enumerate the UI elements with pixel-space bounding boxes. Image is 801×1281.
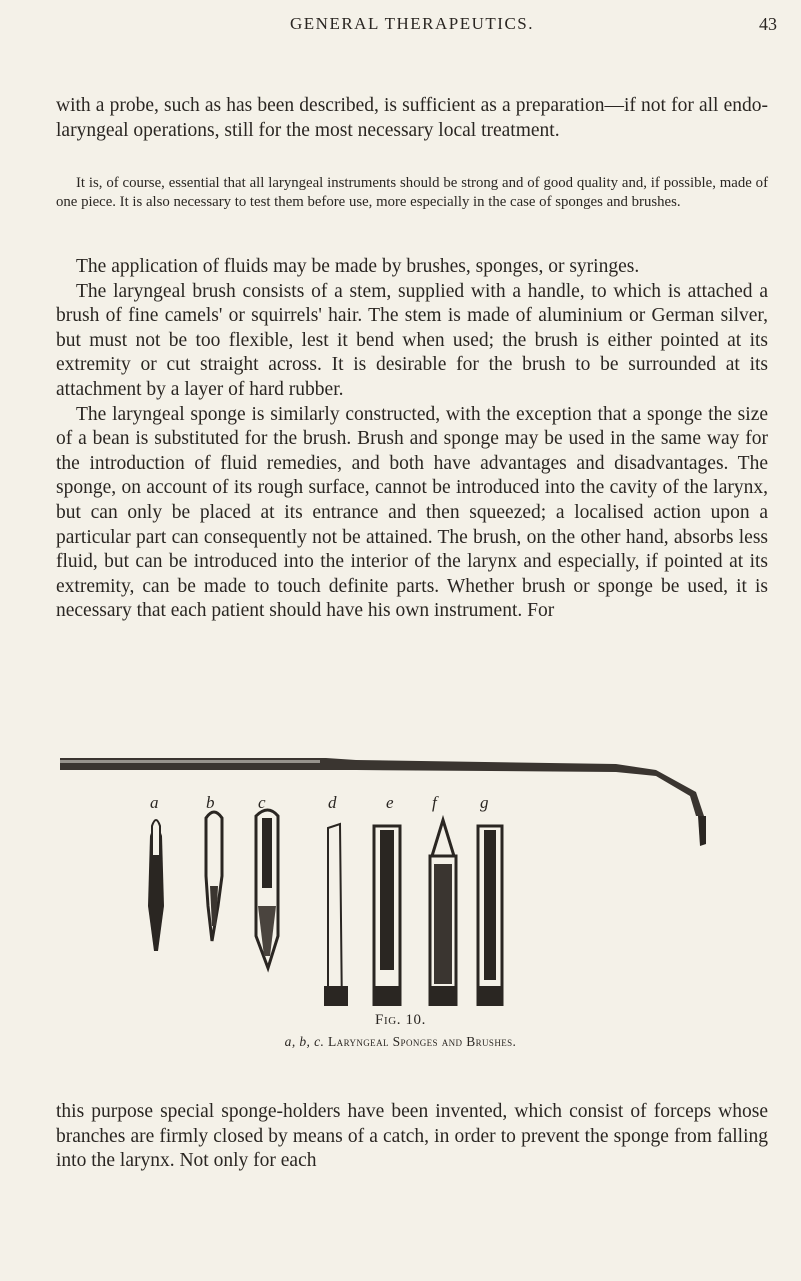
- page-number: 43: [759, 14, 777, 34]
- paragraph-continuation: with a probe, such as has been described, is sufficient as a preparation—if not for all endo-laryngeal operations, still for the most necessary local treatment.: [56, 95, 768, 141]
- paragraph-fluids: The application of fluids may be made by brushes, sponges, or syringes.: [76, 256, 640, 277]
- figure-letter-a: a: [150, 793, 159, 812]
- footnote-paragraph: It is, of course, essential that all laryngeal instruments should be strong and of good quality and, if possible, made of one piece. It is also necessary to test them before use, more especially in the case of sponges and brushes.: [56, 175, 768, 210]
- figure-letter-g: g: [480, 793, 489, 812]
- instruments-illustration: [56, 756, 768, 1006]
- figure-letter-f: f: [432, 793, 437, 812]
- sponge-b: [206, 812, 222, 941]
- sponge-a: [148, 820, 164, 951]
- closing-text-block: [56, 1100, 768, 1174]
- figure-caption: Fig. 10.: [375, 1012, 426, 1028]
- figure-letter-d: d: [328, 793, 337, 812]
- figure-letter-e: e: [386, 793, 394, 812]
- running-title: GENERAL THERAPEUTICS.: [290, 14, 534, 33]
- paragraph-brush: The laryngeal brush consists of a stem, supplied with a handle, to which is attached a brush of fine camels' or squirrels' hair. The stem is made of aluminium or German silver, but must not be too flexible, lest it bend when used; the brush is either pointed at its extremity or cut straight across. It is desirable for the brush to be surrounded at its attachment by a layer of hard rubber.: [56, 280, 768, 400]
- figure-subcaption: [0, 1034, 801, 1050]
- figure-subcaption-text: Laryngeal Sponges and Brushes.: [328, 1034, 517, 1049]
- main-text-block: [56, 255, 768, 624]
- brush-e: [374, 826, 400, 1006]
- opening-paragraph: [56, 94, 768, 143]
- brush-g: [478, 826, 502, 1006]
- figure-10: [56, 756, 768, 1056]
- brush-d: [324, 824, 348, 1006]
- sponge-c: [256, 810, 278, 968]
- figure-subcaption-letters: a, b, c.: [284, 1034, 325, 1049]
- brush-f: [430, 820, 456, 1006]
- paragraph-sponge: The laryngeal sponge is similarly constructed, with the exception that a sponge the size of a bean is substituted for the brush. Brush and sponge may be used in the same way for the introduction of fluid remedies, and both have advantages and disadvantages. The sponge, on account of its rough surface, cannot be introduced into the cavity of the larynx, but can only be placed at its entrance and then squeezed; a localised action upon a particular part can consequently not be attained. The brush, on the other hand, absorbs less fluid, but can be introduced into the interior of the larynx and especially, if pointed at its extremity, can be made to touch definite parts. Whether brush or sponge be used, it is necessary that each patient should have his own instrument. For: [56, 403, 768, 622]
- figure-letter-c: c: [258, 793, 266, 812]
- paragraph-sponge-holders: this purpose special sponge-holders have been invented, which consist of forceps whose branches are firmly closed by means of a catch, in order to prevent the sponge from falling into the larynx. Not only for each: [56, 1101, 768, 1172]
- running-head: [0, 14, 801, 44]
- figure-letter-b: b: [206, 793, 215, 812]
